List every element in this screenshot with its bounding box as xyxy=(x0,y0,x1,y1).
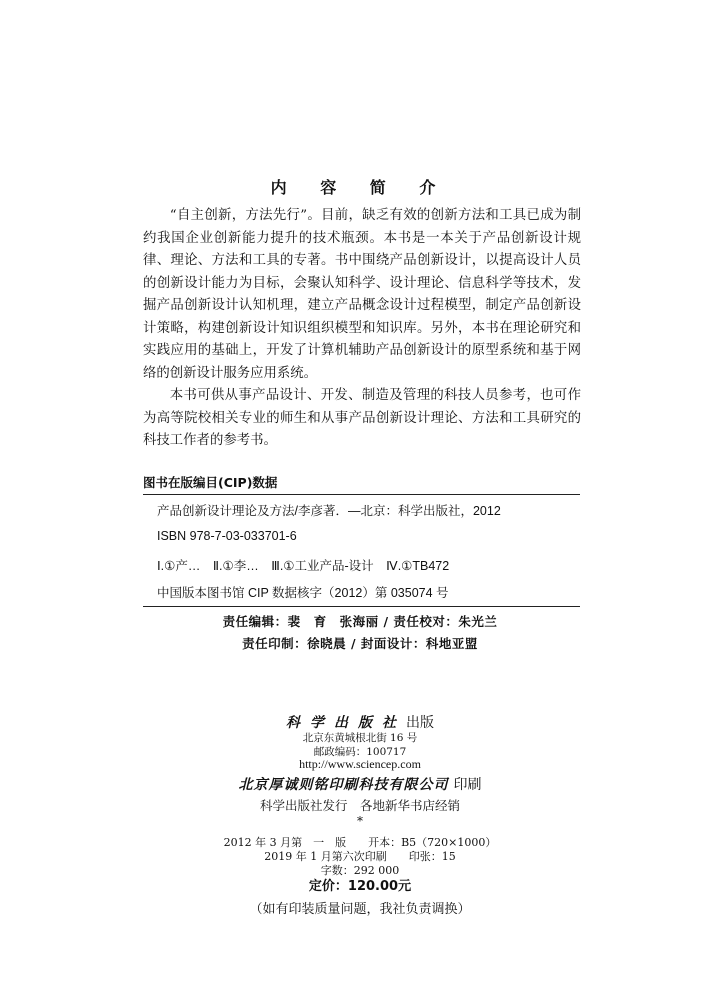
summary-paragraph: “自主创新，方法先行”。目前，缺乏有效的创新方法和工具已成为制约我国企业创新能力提升的技术瓶颈。本书是一本关于产品创新设计规律、理论、方法和工具的专著。书中围绕产品创新设计，以提高设计人员的创新设计能力为目标，会聚认知科学、设计理论、信息科学等技术，发掘产品创新设计认知机理，建立产品概念设计过程模型，制定产品创新设计策略，构建创新设计知识组织模型和知识库。另外，本书在理论研究和实践应用的基础上，开发了计算机辅助产品创新设计的原型系统和基于网络的创新设计服务应用系统。 xyxy=(143,208,581,381)
cip-classification: Ⅰ.①产… Ⅱ.①李… Ⅲ.①工业产品-设计 Ⅳ.①TB472 xyxy=(157,559,450,573)
publisher-url: http://www.sciencep.com xyxy=(299,757,421,771)
printer-line xyxy=(0,774,720,794)
publisher-line xyxy=(0,712,720,732)
distribution-line: 科学出版社发行 各地新华书店经销 xyxy=(259,798,460,813)
cip-record: 产品创新设计理论及方法/李彦著．—北京：科学出版社，2012 xyxy=(157,504,501,518)
credits-line: 责任印制：徐晓晨 / 封面设计：科地亚盟 xyxy=(242,636,478,651)
printer-name: 北京厚诚则铭印刷科技有限公司 xyxy=(238,777,449,793)
cip-divider xyxy=(143,494,580,495)
publisher-suffix: 出版 xyxy=(406,715,434,731)
credits-line: 责任编辑：裴 育 张海丽 / 责任校对：朱光兰 xyxy=(222,614,498,629)
cip-heading: 图书在版编目(CIP)数据 xyxy=(143,475,278,490)
publisher-postcode: 邮政编码：100717 xyxy=(313,746,407,758)
price: 定价：120.00元 xyxy=(308,879,412,894)
cip-isbn: ISBN 978-7-03-033701-6 xyxy=(157,529,297,543)
summary-text xyxy=(143,205,581,453)
edition-line: 2012 年 3 月第 一 版 开本：B5（720×1000） xyxy=(223,836,497,849)
printer-suffix: 印刷 xyxy=(453,777,482,793)
page-title: 内 容 简 介 xyxy=(270,178,450,197)
cip-divider xyxy=(143,606,580,607)
publisher-address: 北京东黄城根北街 16 号 xyxy=(302,732,418,744)
word-count: 字数：292 000 xyxy=(320,864,400,877)
publisher-name: 科学出版社 xyxy=(286,715,406,731)
quality-notice: （如有印装质量问题，我社负责调换） xyxy=(249,902,471,917)
printing-line: 2019 年 1 月第六次印刷 印张：15 xyxy=(264,850,456,863)
separator-star: * xyxy=(357,814,363,828)
summary-paragraph: 本书可供从事产品设计、开发、制造及管理的科技人员参考，也可作为高等院校相关专业的师生和从事产品创新设计理论、方法和工具研究的科技工作者的参考书。 xyxy=(143,388,581,448)
cip-verification: 中国版本图书馆 CIP 数据核字（2012）第 035074 号 xyxy=(157,586,449,600)
